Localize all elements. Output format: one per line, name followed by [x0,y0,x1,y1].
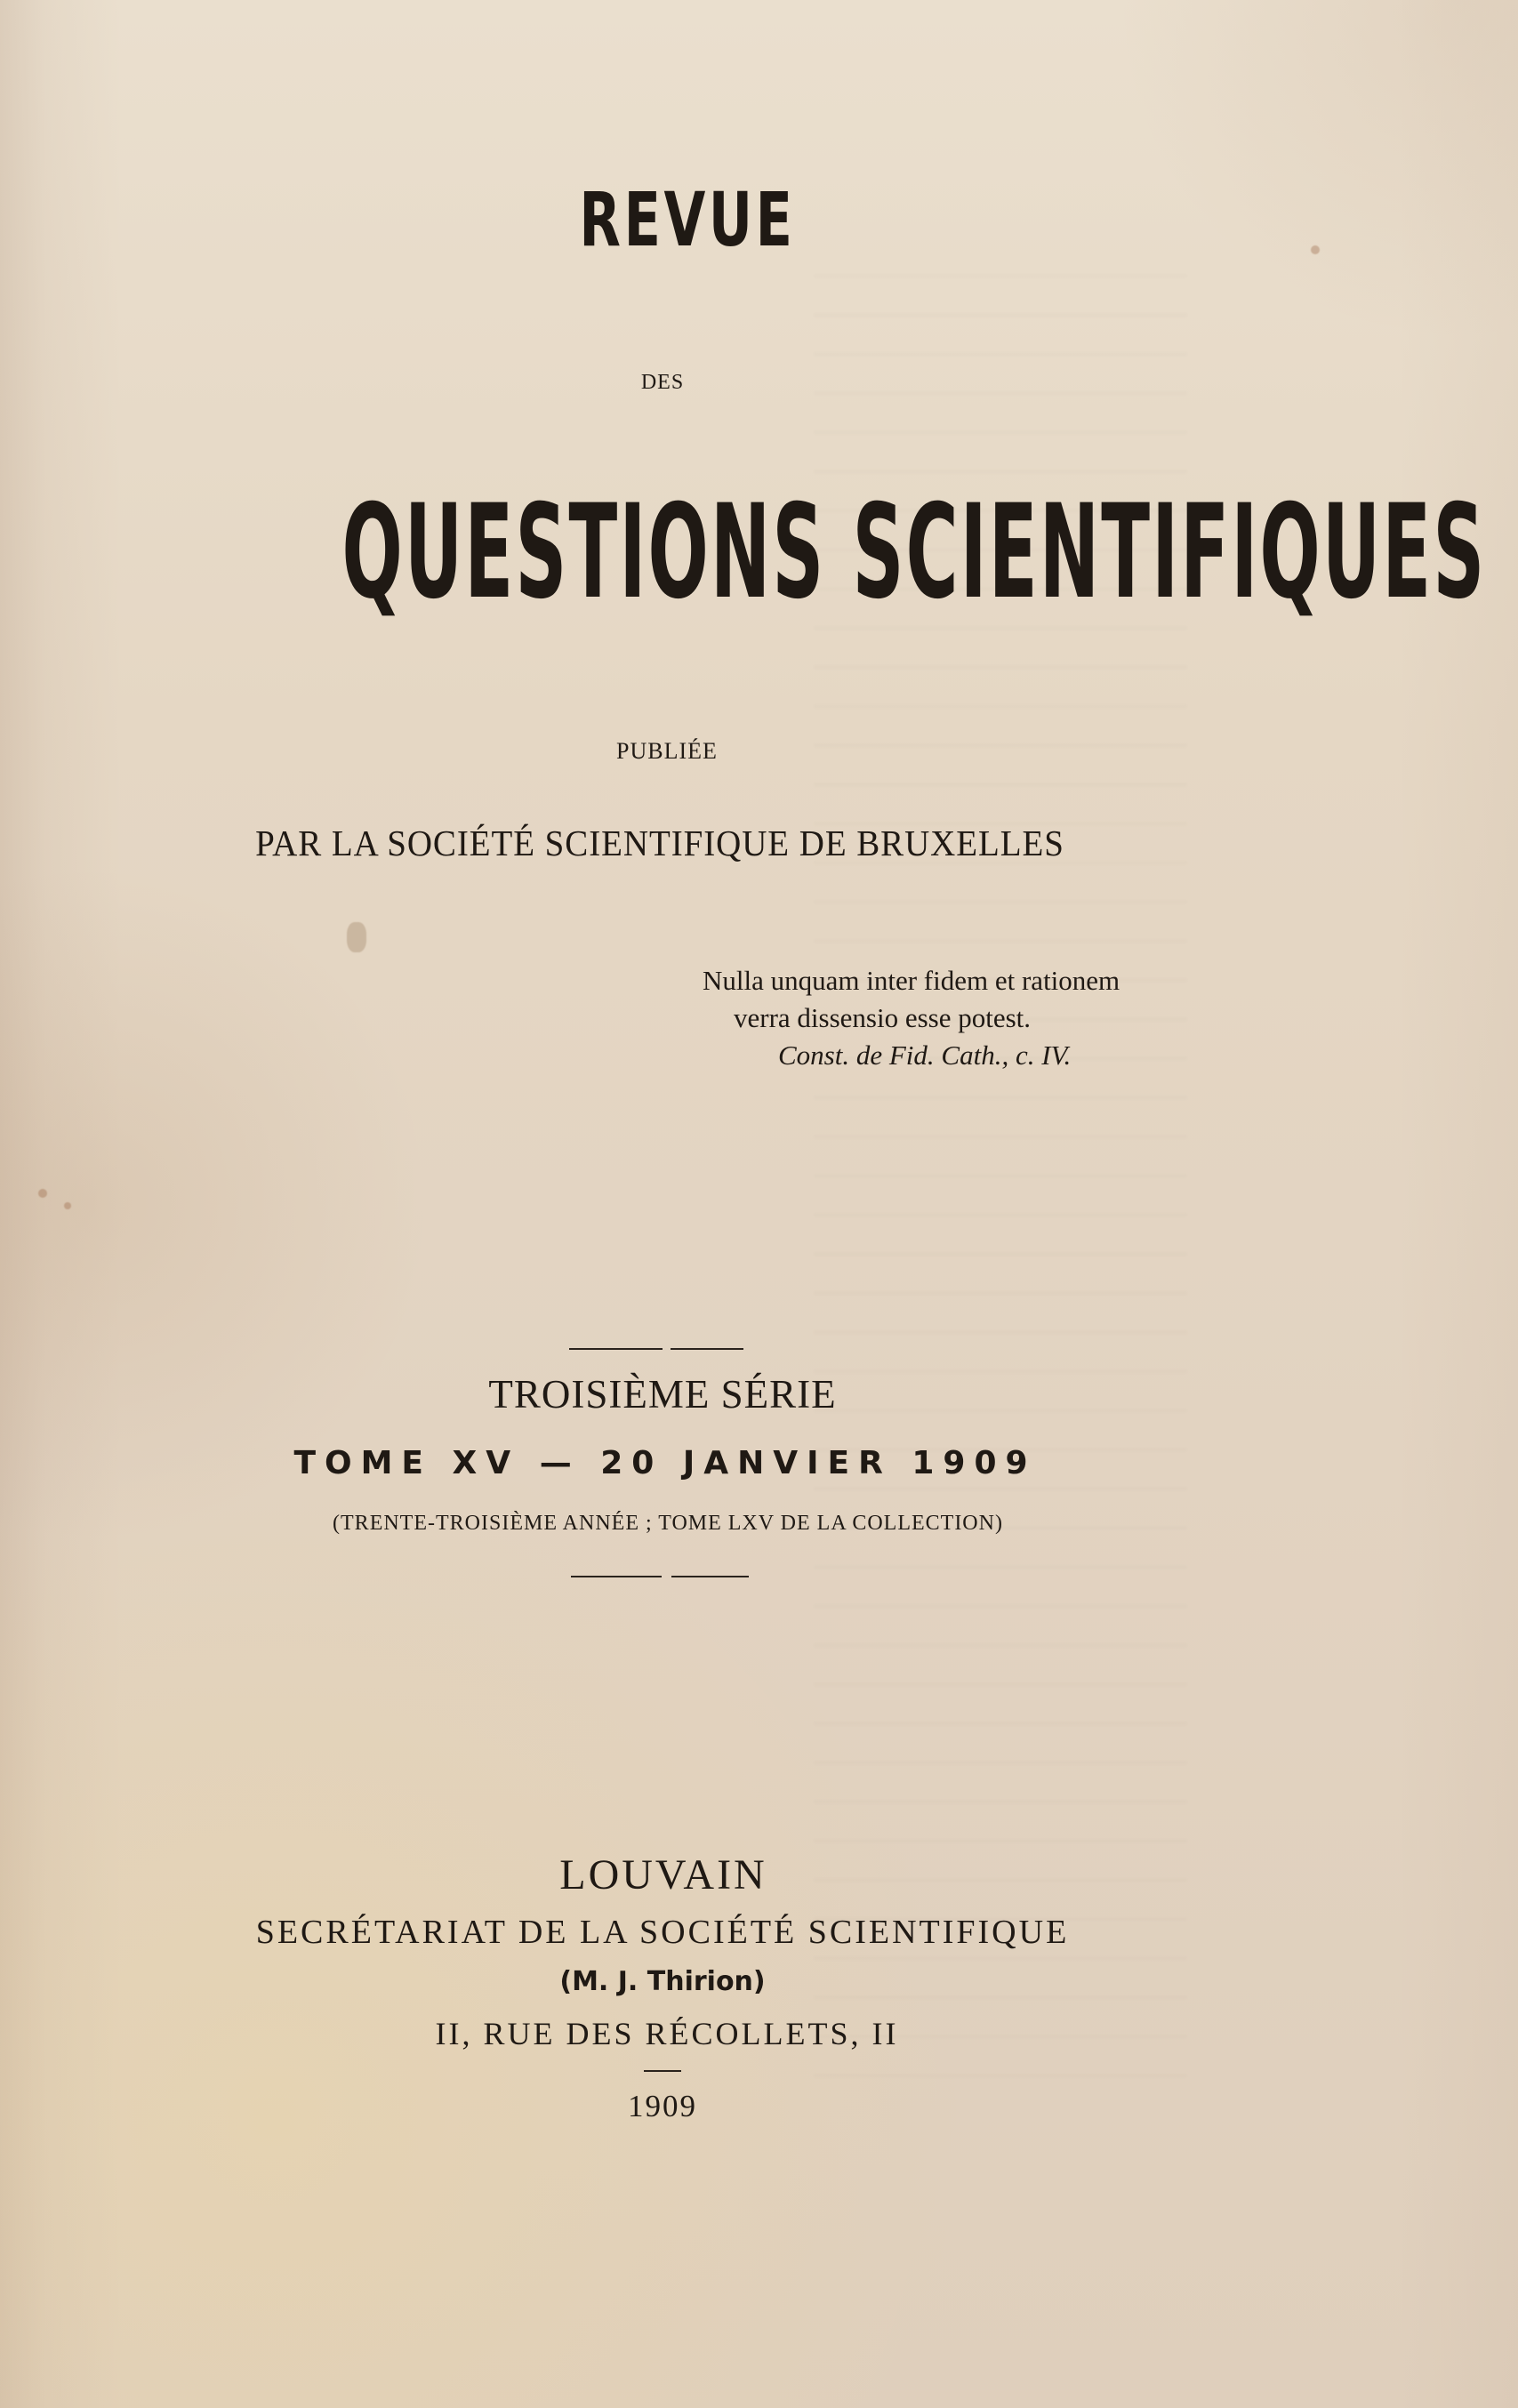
motto-block [703,962,1254,1074]
motto-source: Const. de Fid. Cath., c. IV. [778,1039,1072,1071]
year-divider [644,2070,681,2072]
published-label: PUBLIÉE [616,738,718,764]
journal-title-revue: REVUE [579,176,796,263]
motto-line-2: verra dissensio esse potest. [734,1002,1032,1033]
paper-spot [38,1189,47,1198]
bottom-divider-left [571,1576,662,1577]
paper-spot [64,1202,71,1209]
publisher-contact: (M. J. Thirion) [559,1966,766,1997]
journal-title-des: DES [640,371,685,394]
publisher-secretariat: SECRÉTARIAT DE LA SOCIÉTÉ SCIENTIFIQUE [255,1914,1070,1951]
collection-line: (TRENTE-TROISIÈME ANNÉE ; TOME LXV DE LA COLLECTION) [333,1512,1003,1535]
top-divider-right [671,1348,743,1350]
series-title: TROISIÈME SÉRIE [488,1372,837,1417]
tome-line: TOME XV — 20 JANVIER 1909 [293,1445,1037,1481]
publisher-address: II, RUE DES RÉCOLLETS, II [435,2016,899,2051]
publication-year: 1909 [628,2089,697,2123]
top-divider-left [569,1348,663,1350]
bottom-divider-right [671,1576,749,1577]
journal-title-main: QUESTIONS SCIENTIFIQUES [341,477,1487,628]
society-line: PAR LA SOCIÉTÉ SCIENTIFIQUE DE BRUXELLES [255,823,1064,863]
paper-spot [347,922,366,952]
publisher-city: LOUVAIN [559,1851,767,1898]
paper-spot [1311,245,1320,254]
motto-line-1: Nulla unquam inter fidem et rationem [703,965,1120,996]
